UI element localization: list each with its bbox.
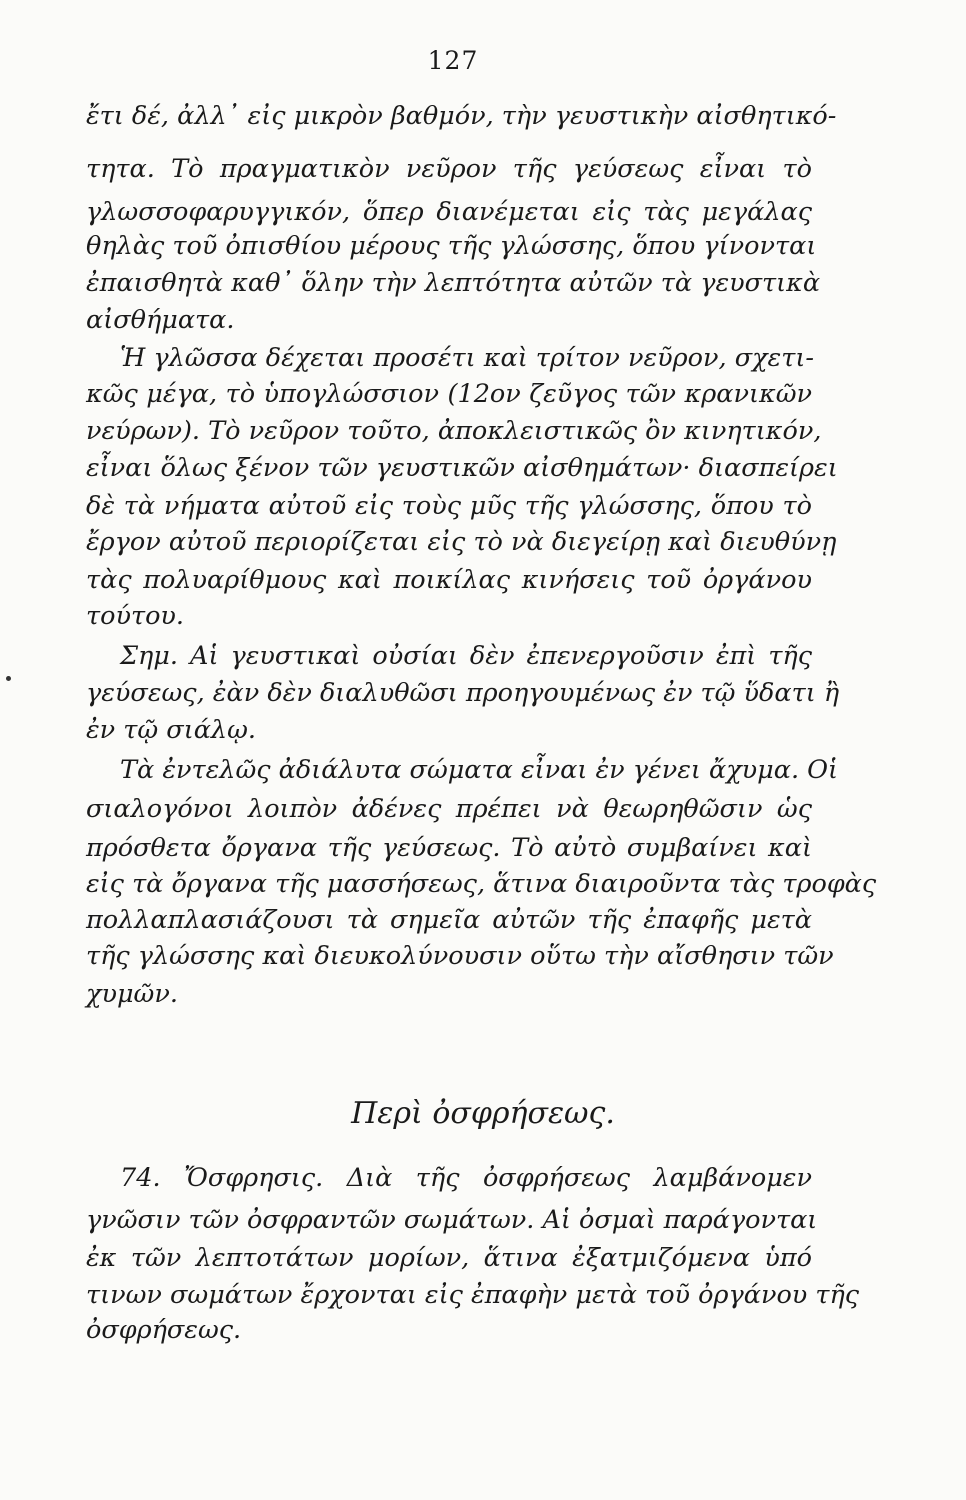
note-line: γεύσεως, ἐὰν δὲν διαλυθῶσι προηγουμένως ἐν τῷ ὕδατι ἢ xyxy=(86,678,840,708)
text-line: χυμῶν. xyxy=(86,979,178,1009)
text-line: Τὰ ἐντελῶς ἀδιάλυτα σώματα εἶναι ἐν γένει ἄχυμα. Οἱ xyxy=(120,755,839,785)
text-line: πρόσθετα ὄργανα τῆς γεύσεως. Τὸ αὐτὸ συμβαίνει καὶ xyxy=(86,833,812,863)
text-line: 74. Ὄσφρησις. Διὰ τῆς ὀσφρήσεως λαμβάνομεν xyxy=(120,1163,812,1193)
text-line: νεύρων). Τὸ νεῦρον τοῦτο, ἀποκλειστικῶς ὂν κινητικόν, xyxy=(86,416,822,446)
section-heading: Περὶ ὀσφρήσεως. xyxy=(351,1096,615,1131)
text-line: τούτου. xyxy=(86,601,185,631)
text-line: τὰς πολυαρίθμους καὶ ποικίλας κινήσεις τοῦ ὀργάνου xyxy=(86,565,812,595)
text-line: σιαλογόνοι λοιπὸν ἀδένες πρέπει νὰ θεωρηθῶσιν ὡς xyxy=(86,794,812,824)
note-line: Σημ. Αἱ γευστικαὶ οὐσίαι δὲν ἐπενεργοῦσιν ἐπὶ τῆς xyxy=(120,641,812,671)
text-line: δὲ τὰ νήματα αὐτοῦ εἰς τοὺς μῦς τῆς γλώσσης, ὅπου τὸ xyxy=(86,491,812,521)
text-line: ἐπαισθητὰ καθ᾽ ὅλην τὴν λεπτότητα αὐτῶν τὰ γευστικὰ xyxy=(86,268,821,298)
text-line: εἰς τὰ ὄργανα τῆς μασσήσεως, ἅτινα διαιροῦντα τὰς τροφὰς xyxy=(86,869,877,899)
text-line: ὀσφρήσεως. xyxy=(86,1315,242,1345)
note-line: ἐν τῷ σιάλῳ. xyxy=(86,715,256,745)
text-line: αἰσθήματα. xyxy=(86,305,235,335)
text-line: γνῶσιν τῶν ὀσφραντῶν σωμάτων. Αἱ ὀσμαὶ παράγονται xyxy=(86,1205,818,1235)
text-line: τῆς γλώσσης καὶ διευκολύνουσιν οὕτω τὴν αἴσθησιν τῶν xyxy=(86,941,834,971)
text-line: ἔτι δέ, ἀλλ᾽ εἰς μικρὸν βαθμόν, τὴν γευστικὴν αἰσθητικό- xyxy=(86,101,837,131)
text-line: εἶναι ὅλως ξένον τῶν γευστικῶν αἰσθημάτων· διασπείρει xyxy=(86,453,838,483)
text-line: θηλὰς τοῦ ὀπισθίου μέρους τῆς γλώσσης, ὅπου γίνονται xyxy=(86,231,817,261)
page-number: 127 xyxy=(427,46,479,75)
text-line: τητα. Τὸ πραγματικὸν νεῦρον τῆς γεύσεως εἶναι τὸ xyxy=(86,154,812,184)
text-line: τινων σωμάτων ἔρχονται εἰς ἐπαφὴν μετὰ τοῦ ὀργάνου τῆς xyxy=(86,1280,860,1310)
text-line: γλωσσοφαρυγγικόν, ὅπερ διανέμεται εἰς τὰς μεγάλας xyxy=(86,197,812,227)
text-line: Ἡ γλῶσσα δέχεται προσέτι καὶ τρίτον νεῦρον, σχετι- xyxy=(120,343,814,373)
text-line: κῶς μέγα, τὸ ὑπογλώσσιον (12ον ζεῦγος τῶν κρανικῶν xyxy=(86,379,812,409)
text-line: πολλαπλασιάζουσι τὰ σημεῖα αὐτῶν τῆς ἐπαφῆς μετὰ xyxy=(86,905,812,935)
text-line: ἐκ τῶν λεπτοτάτων μορίων, ἅτινα ἐξατμιζόμενα ὑπό xyxy=(86,1243,812,1273)
margin-mark xyxy=(6,676,11,681)
text-line: ἔργον αὐτοῦ περιορίζεται εἰς τὸ νὰ διεγείρῃ καὶ διευθύνῃ xyxy=(86,527,837,557)
